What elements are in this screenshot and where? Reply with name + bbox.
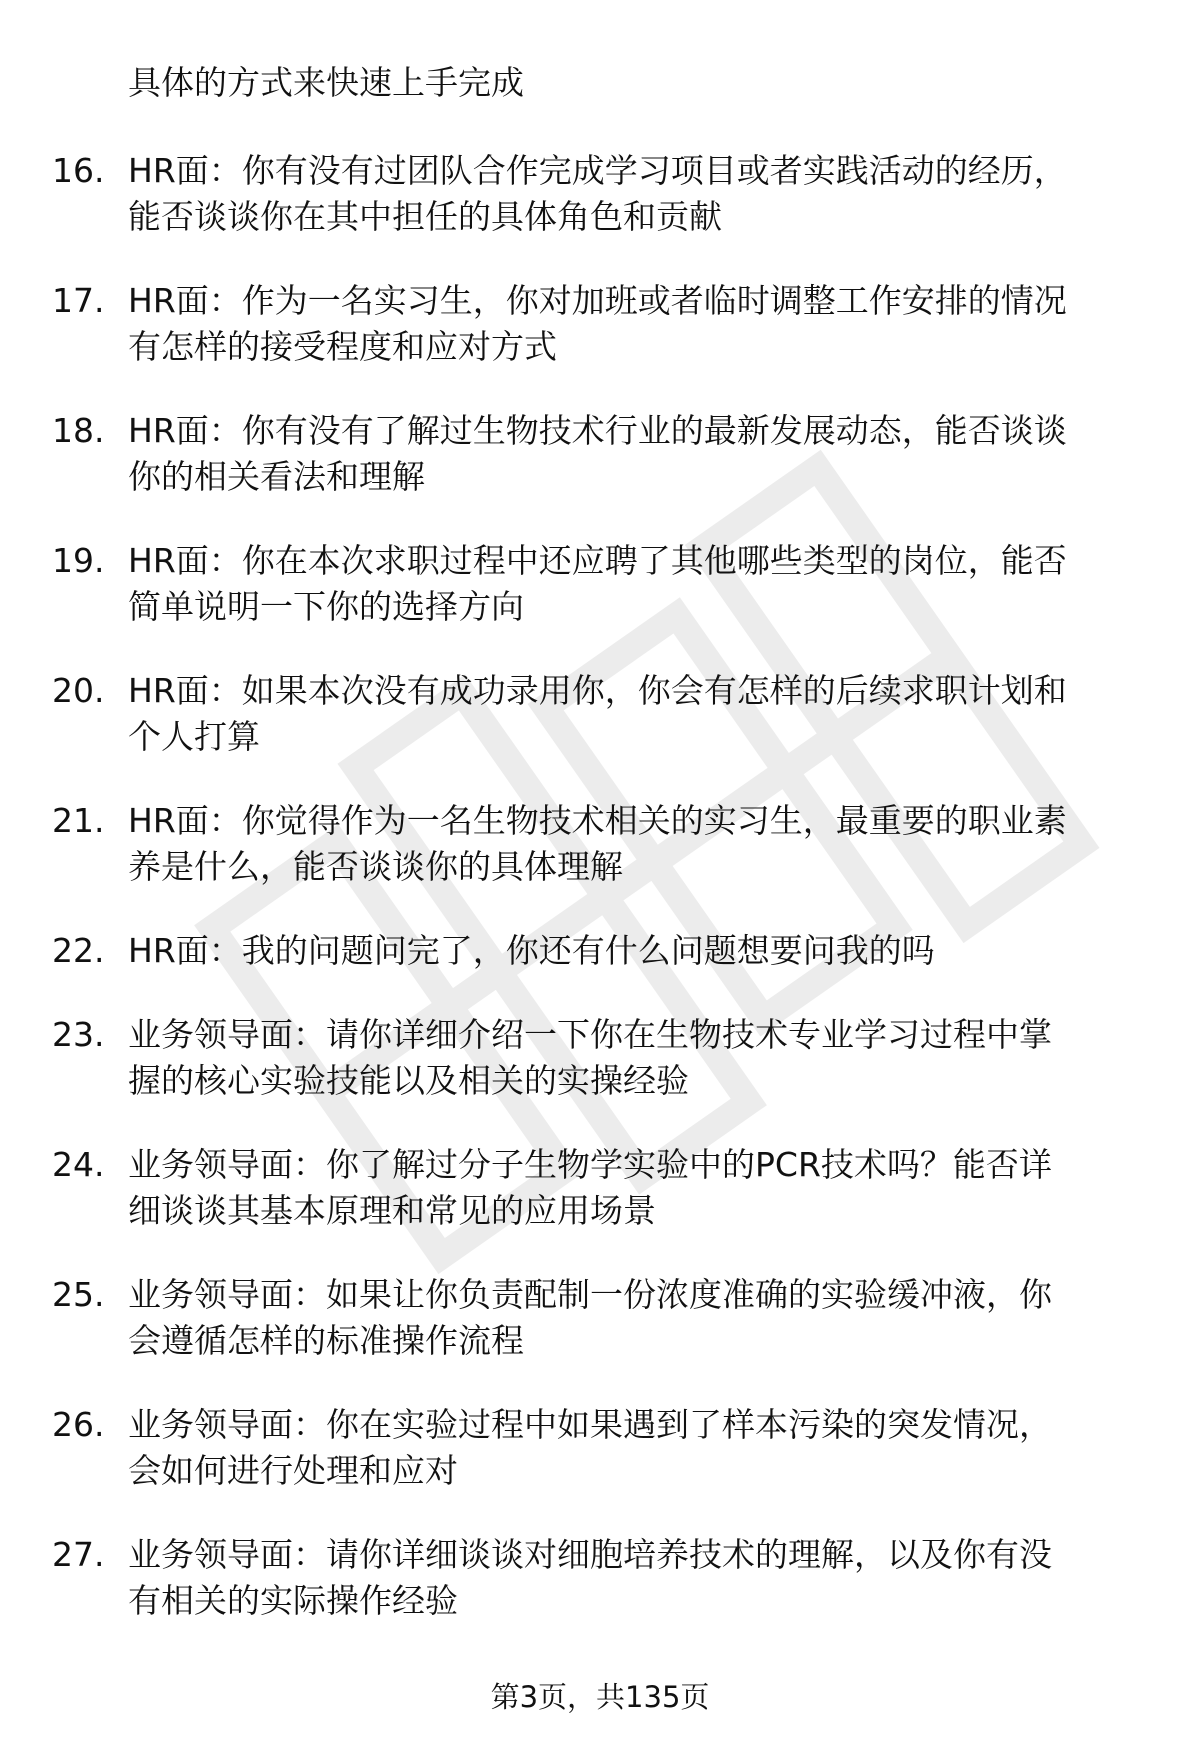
question-text — [128, 668, 1168, 760]
question-text-line: 业务领导面：你在实验过程中如果遇到了样本污染的突发情况， — [128, 1405, 1052, 1444]
question-text-line: HR面：你有没有了解过生物技术行业的最新发展动态，能否谈谈 — [128, 411, 1067, 450]
question-item — [0, 148, 1200, 240]
question-item — [0, 408, 1200, 500]
question-item — [0, 668, 1200, 760]
question-item — [0, 278, 1200, 370]
question-number: 24. — [52, 1145, 105, 1184]
question-text — [128, 928, 1168, 974]
question-text-line: HR面：作为一名实习生，你对加班或者临时调整工作安排的情况 — [128, 281, 1067, 320]
question-number: 17. — [52, 281, 105, 320]
question-item — [0, 1532, 1200, 1624]
question-text — [128, 798, 1168, 890]
question-text-line: 业务领导面：你了解过分子生物学实验中的PCR技术吗？能否详 — [128, 1145, 1052, 1184]
question-text — [128, 148, 1168, 240]
question-text — [128, 538, 1168, 630]
question-number: 20. — [52, 671, 105, 710]
question-text-line: HR面：你有没有过团队合作完成学习项目或者实践活动的经历， — [128, 151, 1067, 190]
question-text-line: HR面：你觉得作为一名生物技术相关的实习生，最重要的职业素 — [128, 801, 1067, 840]
question-text-line: 个人打算 — [128, 717, 260, 756]
question-text — [128, 278, 1168, 370]
question-text — [128, 1012, 1168, 1104]
question-text-line: 能否谈谈你在其中担任的具体角色和贡献 — [128, 197, 722, 236]
question-text-line: HR面：我的问题问完了，你还有什么问题想要问我的吗 — [128, 931, 935, 970]
question-text — [128, 1402, 1168, 1494]
question-text-line: HR面：如果本次没有成功录用你，你会有怎样的后续求职计划和 — [128, 671, 1067, 710]
question-number: 25. — [52, 1275, 105, 1314]
question-text-line: HR面：你在本次求职过程中还应聘了其他哪些类型的岗位，能否 — [128, 541, 1067, 580]
question-item — [0, 798, 1200, 890]
question-number: 26. — [52, 1405, 105, 1444]
question-text-line: 握的核心实验技能以及相关的实操经验 — [128, 1061, 689, 1100]
question-text-line: 你的相关看法和理解 — [128, 457, 425, 496]
question-text-line: 业务领导面：如果让你负责配制一份浓度准确的实验缓冲液，你 — [128, 1275, 1052, 1314]
question-text — [128, 408, 1168, 500]
question-number: 18. — [52, 411, 105, 450]
question-item — [0, 1402, 1200, 1494]
page-footer: 第3页，共135页 — [490, 1680, 710, 1714]
question-number: 23. — [52, 1015, 105, 1054]
question-number: 27. — [52, 1535, 105, 1574]
question-text — [128, 1532, 1168, 1624]
question-number: 22. — [52, 931, 105, 970]
question-number: 19. — [52, 541, 105, 580]
question-text-line: 会遵循怎样的标准操作流程 — [128, 1321, 524, 1360]
question-text-line: 简单说明一下你的选择方向 — [128, 587, 524, 626]
question-text-line: 有怎样的接受程度和应对方式 — [128, 327, 557, 366]
question-text — [128, 1142, 1168, 1234]
question-item — [0, 538, 1200, 630]
question-text-line: 细谈谈其基本原理和常见的应用场景 — [128, 1191, 656, 1230]
question-item — [0, 1012, 1200, 1104]
continued-question-text: 具体的方式来快速上手完成 — [128, 63, 524, 102]
question-text-line: 养是什么，能否谈谈你的具体理解 — [128, 847, 623, 886]
question-text-line: 业务领导面：请你详细介绍一下你在生物技术专业学习过程中掌 — [128, 1015, 1052, 1054]
question-text — [128, 1272, 1168, 1364]
question-text-line: 有相关的实际操作经验 — [128, 1581, 458, 1620]
question-list — [0, 148, 1200, 1662]
question-item — [0, 1142, 1200, 1234]
question-number: 21. — [52, 801, 105, 840]
question-number: 16. — [52, 151, 105, 190]
question-text-line: 业务领导面：请你详细谈谈对细胞培养技术的理解，以及你有没 — [128, 1535, 1052, 1574]
question-item — [0, 1272, 1200, 1364]
question-text-line: 会如何进行处理和应对 — [128, 1451, 458, 1490]
question-item — [0, 928, 1200, 974]
